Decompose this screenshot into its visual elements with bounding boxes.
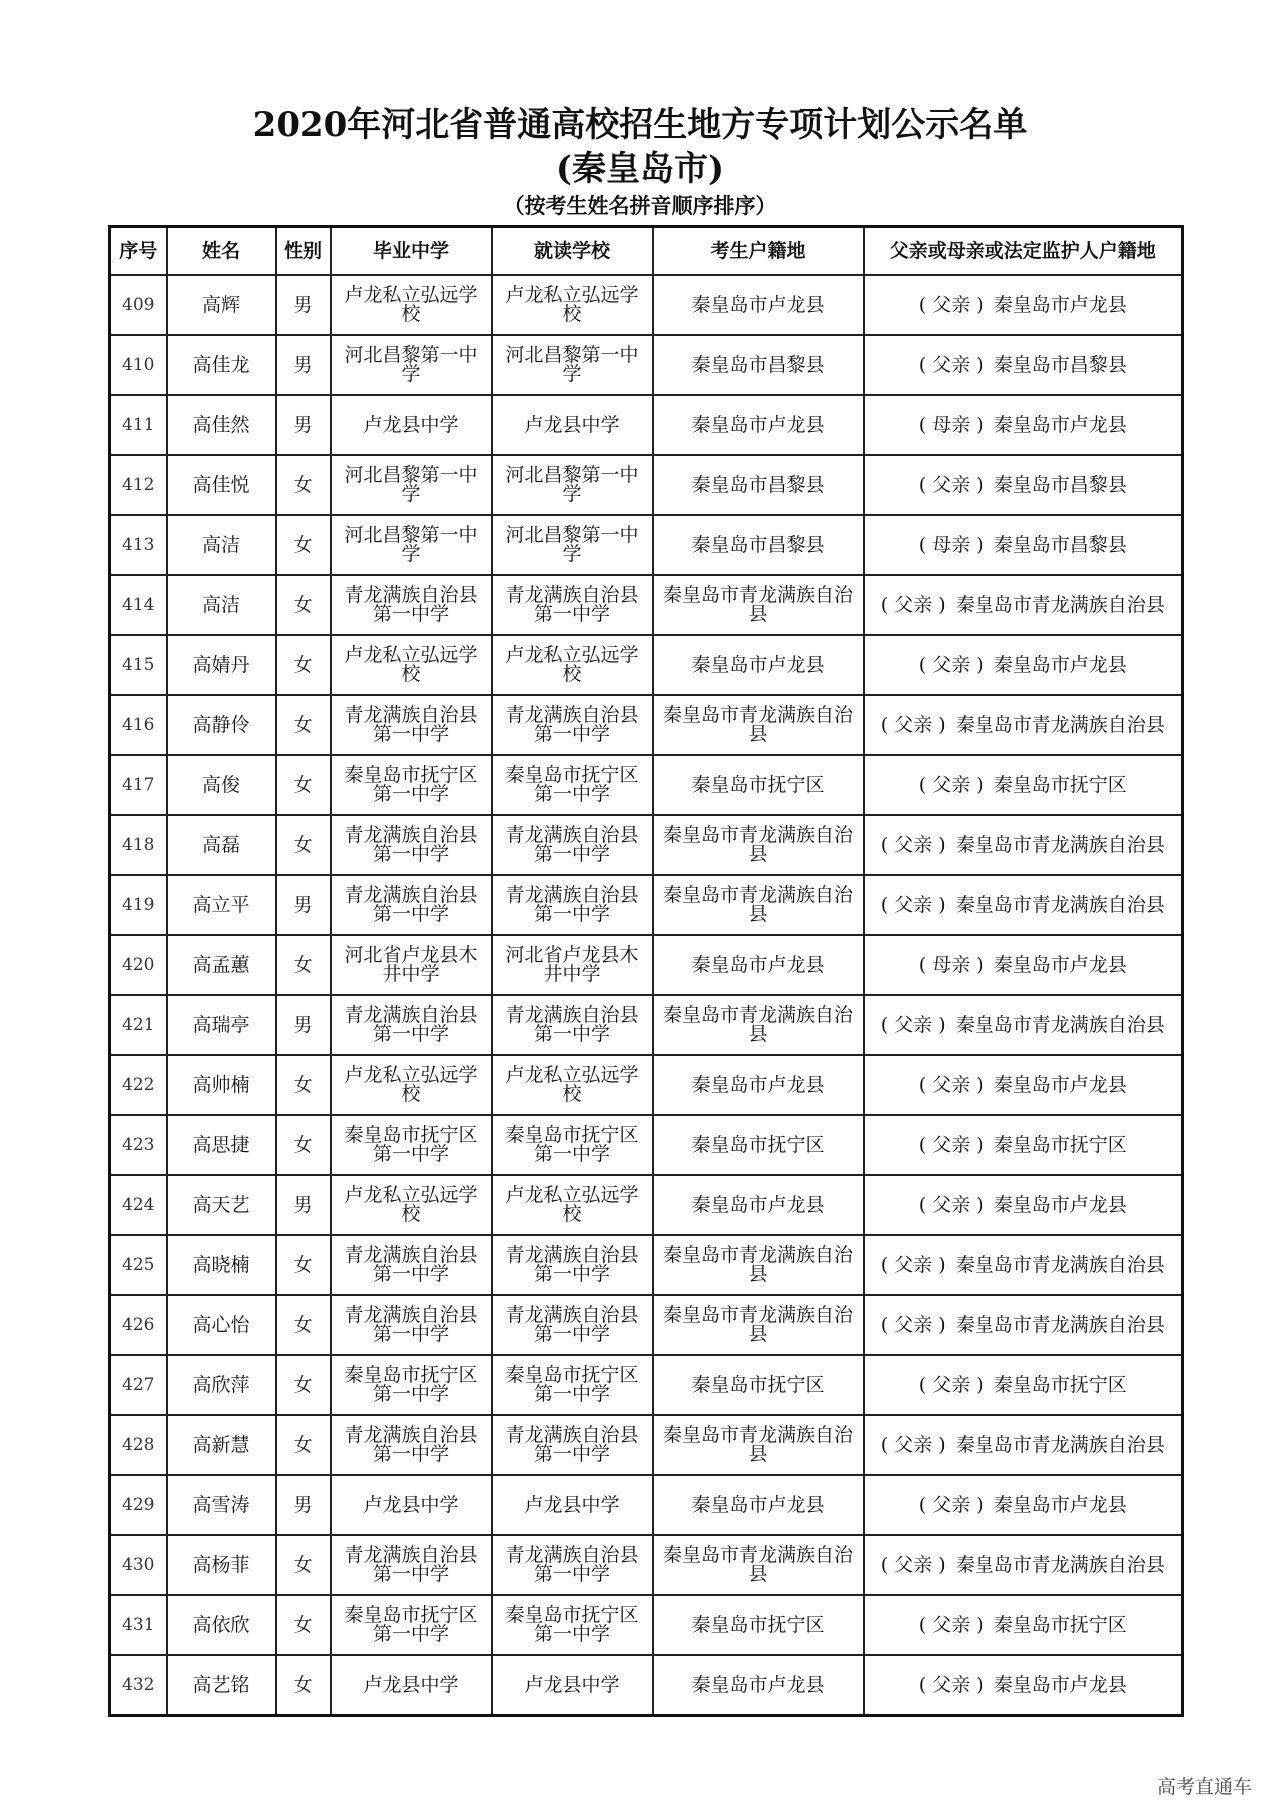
cell-guardian-residence — [864, 1655, 1183, 1716]
cell-graduation-school: 卢龙县中学 — [331, 1475, 492, 1535]
cell-no: 418 — [110, 815, 167, 875]
guardian-relation: ( 母亲 ) — [918, 533, 984, 556]
table-row — [110, 1595, 1183, 1655]
cell-current-school: 卢龙县中学 — [492, 1475, 653, 1535]
cell-guardian-residence — [864, 755, 1183, 815]
header-name: 姓名 — [167, 227, 276, 276]
table-row — [110, 635, 1183, 695]
guardian-residence: 秦皇岛市卢龙县 — [993, 1673, 1127, 1696]
cell-student-residence: 秦皇岛市卢龙县 — [653, 1175, 864, 1235]
table-row — [110, 815, 1183, 875]
cell-current-school: 秦皇岛市抚宁区第一中学 — [492, 1595, 653, 1655]
guardian-residence: 秦皇岛市抚宁区 — [993, 1373, 1127, 1396]
guardian-relation: ( 父亲 ) — [880, 1313, 946, 1336]
cell-student-residence: 秦皇岛市卢龙县 — [653, 635, 864, 695]
cell-sex: 女 — [276, 1415, 331, 1475]
cell-current-school: 卢龙县中学 — [492, 395, 653, 455]
cell-graduation-school: 青龙满族自治县第一中学 — [331, 695, 492, 755]
cell-name: 高静伶 — [167, 695, 276, 755]
guardian-relation: ( 父亲 ) — [880, 1013, 946, 1036]
cell-name: 高辉 — [167, 275, 276, 335]
cell-current-school: 河北昌黎第一中学 — [492, 515, 653, 575]
cell-no: 413 — [110, 515, 167, 575]
cell-no: 424 — [110, 1175, 167, 1235]
table-row — [110, 695, 1183, 755]
guardian-residence: 秦皇岛市抚宁区 — [993, 1613, 1127, 1636]
guardian-residence: 秦皇岛市抚宁区 — [993, 773, 1127, 796]
cell-student-residence: 秦皇岛市抚宁区 — [653, 1115, 864, 1175]
guardian-relation: ( 父亲 ) — [918, 1193, 984, 1216]
cell-guardian-residence — [864, 875, 1183, 935]
cell-student-residence: 秦皇岛市青龙满族自治县 — [653, 995, 864, 1055]
table-row — [110, 995, 1183, 1055]
cell-name: 高新慧 — [167, 1415, 276, 1475]
guardian-relation: ( 父亲 ) — [918, 353, 984, 376]
guardian-relation: ( 父亲 ) — [880, 1553, 946, 1576]
cell-guardian-residence — [864, 1235, 1183, 1295]
cell-guardian-residence — [864, 635, 1183, 695]
cell-name: 高晓楠 — [167, 1235, 276, 1295]
cell-current-school: 秦皇岛市抚宁区第一中学 — [492, 1115, 653, 1175]
cell-student-residence: 秦皇岛市青龙满族自治县 — [653, 695, 864, 755]
header-no: 序号 — [110, 227, 167, 276]
cell-sex: 女 — [276, 1055, 331, 1115]
cell-guardian-residence — [864, 395, 1183, 455]
cell-graduation-school: 秦皇岛市抚宁区第一中学 — [331, 1355, 492, 1415]
cell-name: 高磊 — [167, 815, 276, 875]
table-row — [110, 1415, 1183, 1475]
guardian-relation: ( 父亲 ) — [880, 893, 946, 916]
cell-no: 431 — [110, 1595, 167, 1655]
cell-sex: 男 — [276, 275, 331, 335]
cell-graduation-school: 青龙满族自治县第一中学 — [331, 1415, 492, 1475]
cell-guardian-residence — [864, 815, 1183, 875]
cell-graduation-school: 卢龙私立弘远学校 — [331, 635, 492, 695]
table-row — [110, 455, 1183, 515]
cell-current-school: 青龙满族自治县第一中学 — [492, 1235, 653, 1295]
cell-sex: 男 — [276, 335, 331, 395]
cell-sex: 女 — [276, 515, 331, 575]
watermark: 高考直通车 — [1156, 1776, 1252, 1798]
cell-sex: 女 — [276, 1355, 331, 1415]
cell-student-residence: 秦皇岛市抚宁区 — [653, 755, 864, 815]
cell-current-school: 青龙满族自治县第一中学 — [492, 695, 653, 755]
cell-current-school: 卢龙私立弘远学校 — [492, 275, 653, 335]
cell-guardian-residence — [864, 335, 1183, 395]
cell-student-residence: 秦皇岛市青龙满族自治县 — [653, 1235, 864, 1295]
cell-no: 425 — [110, 1235, 167, 1295]
cell-name: 高欣萍 — [167, 1355, 276, 1415]
cell-current-school: 卢龙私立弘远学校 — [492, 1055, 653, 1115]
cell-student-residence: 秦皇岛市昌黎县 — [653, 515, 864, 575]
cell-current-school: 河北省卢龙县木井中学 — [492, 935, 653, 995]
cell-student-residence: 秦皇岛市青龙满族自治县 — [653, 575, 864, 635]
guardian-relation: ( 父亲 ) — [880, 833, 946, 856]
cell-name: 高俊 — [167, 755, 276, 815]
cell-graduation-school: 河北昌黎第一中学 — [331, 335, 492, 395]
cell-graduation-school: 卢龙私立弘远学校 — [331, 1055, 492, 1115]
cell-guardian-residence — [864, 275, 1183, 335]
guardian-relation: ( 父亲 ) — [880, 1433, 946, 1456]
cell-name: 高天艺 — [167, 1175, 276, 1235]
table-row — [110, 1055, 1183, 1115]
cell-sex: 女 — [276, 635, 331, 695]
cell-sex: 男 — [276, 1475, 331, 1535]
document-title: 2020年河北省普通高校招生地方专项计划公示名单 — [252, 105, 1028, 145]
table-header-row — [110, 227, 1183, 276]
cell-name: 高帅楠 — [167, 1055, 276, 1115]
cell-sex: 女 — [276, 1535, 331, 1595]
guardian-residence: 秦皇岛市青龙满族自治县 — [955, 1433, 1165, 1456]
cell-current-school: 河北昌黎第一中学 — [492, 335, 653, 395]
cell-guardian-residence — [864, 935, 1183, 995]
cell-guardian-residence — [864, 1415, 1183, 1475]
cell-student-residence: 秦皇岛市卢龙县 — [653, 1055, 864, 1115]
table-row — [110, 935, 1183, 995]
cell-current-school: 青龙满族自治县第一中学 — [492, 995, 653, 1055]
cell-graduation-school: 卢龙私立弘远学校 — [331, 275, 492, 335]
cell-no: 422 — [110, 1055, 167, 1115]
cell-no: 416 — [110, 695, 167, 755]
cell-current-school: 青龙满族自治县第一中学 — [492, 1415, 653, 1475]
table-row — [110, 335, 1183, 395]
cell-no: 428 — [110, 1415, 167, 1475]
cell-no: 423 — [110, 1115, 167, 1175]
cell-name: 高婧丹 — [167, 635, 276, 695]
guardian-residence: 秦皇岛市抚宁区 — [993, 1133, 1127, 1156]
guardian-relation: ( 父亲 ) — [918, 1673, 984, 1696]
cell-name: 高立平 — [167, 875, 276, 935]
cell-current-school: 青龙满族自治县第一中学 — [492, 1535, 653, 1595]
cell-sex: 女 — [276, 815, 331, 875]
cell-sex: 男 — [276, 1175, 331, 1235]
cell-graduation-school: 卢龙县中学 — [331, 395, 492, 455]
cell-graduation-school: 青龙满族自治县第一中学 — [331, 995, 492, 1055]
cell-no: 427 — [110, 1355, 167, 1415]
cell-no: 432 — [110, 1655, 167, 1716]
cell-no: 410 — [110, 335, 167, 395]
cell-student-residence: 秦皇岛市卢龙县 — [653, 1655, 864, 1716]
guardian-residence: 秦皇岛市青龙满族自治县 — [955, 1013, 1165, 1036]
cell-guardian-residence — [864, 1115, 1183, 1175]
guardian-relation: ( 父亲 ) — [918, 1493, 984, 1516]
cell-student-residence: 秦皇岛市卢龙县 — [653, 935, 864, 995]
cell-no: 409 — [110, 275, 167, 335]
cell-name: 高艺铭 — [167, 1655, 276, 1716]
table-row — [110, 1475, 1183, 1535]
cell-current-school: 河北昌黎第一中学 — [492, 455, 653, 515]
cell-name: 高佳悦 — [167, 455, 276, 515]
cell-name: 高心怡 — [167, 1295, 276, 1355]
cell-student-residence: 秦皇岛市卢龙县 — [653, 395, 864, 455]
cell-sex: 男 — [276, 875, 331, 935]
cell-student-residence: 秦皇岛市青龙满族自治县 — [653, 1295, 864, 1355]
guardian-residence: 秦皇岛市青龙满族自治县 — [955, 833, 1165, 856]
guardian-residence: 秦皇岛市青龙满族自治县 — [955, 1313, 1165, 1336]
cell-guardian-residence — [864, 695, 1183, 755]
document-subtitle: (秦皇岛市) — [555, 149, 725, 189]
guardian-residence: 秦皇岛市青龙满族自治县 — [955, 713, 1165, 736]
cell-graduation-school: 河北省卢龙县木井中学 — [331, 935, 492, 995]
cell-current-school: 青龙满族自治县第一中学 — [492, 815, 653, 875]
cell-sex: 女 — [276, 455, 331, 515]
guardian-relation: ( 父亲 ) — [918, 293, 984, 316]
table-row — [110, 755, 1183, 815]
table-row — [110, 395, 1183, 455]
cell-name: 高杨菲 — [167, 1535, 276, 1595]
cell-no: 415 — [110, 635, 167, 695]
cell-sex: 女 — [276, 1235, 331, 1295]
cell-student-residence: 秦皇岛市青龙满族自治县 — [653, 815, 864, 875]
cell-current-school: 卢龙私立弘远学校 — [492, 635, 653, 695]
cell-student-residence: 秦皇岛市昌黎县 — [653, 455, 864, 515]
guardian-relation: ( 父亲 ) — [880, 1253, 946, 1276]
cell-current-school: 青龙满族自治县第一中学 — [492, 1295, 653, 1355]
guardian-residence: 秦皇岛市青龙满族自治县 — [955, 893, 1165, 916]
cell-name: 高思捷 — [167, 1115, 276, 1175]
table-row — [110, 1115, 1183, 1175]
guardian-relation: ( 父亲 ) — [918, 773, 984, 796]
cell-current-school: 秦皇岛市抚宁区第一中学 — [492, 1355, 653, 1415]
cell-graduation-school: 青龙满族自治县第一中学 — [331, 1295, 492, 1355]
cell-guardian-residence — [864, 1175, 1183, 1235]
cell-guardian-residence — [864, 1355, 1183, 1415]
guardian-residence: 秦皇岛市卢龙县 — [993, 1193, 1127, 1216]
cell-graduation-school: 青龙满族自治县第一中学 — [331, 1535, 492, 1595]
cell-student-residence: 秦皇岛市昌黎县 — [653, 335, 864, 395]
header-sex: 性别 — [276, 227, 331, 276]
header-guardian-residence: 父亲或母亲或法定监护人户籍地 — [864, 227, 1183, 276]
cell-student-residence: 秦皇岛市抚宁区 — [653, 1595, 864, 1655]
cell-no: 412 — [110, 455, 167, 515]
header-current-school: 就读学校 — [492, 227, 653, 276]
table-row — [110, 1535, 1183, 1595]
cell-guardian-residence — [864, 1295, 1183, 1355]
guardian-relation: ( 父亲 ) — [918, 653, 984, 676]
table-row — [110, 575, 1183, 635]
cell-guardian-residence — [864, 1595, 1183, 1655]
cell-name: 高依欣 — [167, 1595, 276, 1655]
cell-graduation-school: 河北昌黎第一中学 — [331, 455, 492, 515]
cell-sex: 女 — [276, 935, 331, 995]
cell-guardian-residence — [864, 515, 1183, 575]
cell-sex: 男 — [276, 395, 331, 455]
guardian-residence: 秦皇岛市卢龙县 — [993, 653, 1127, 676]
cell-name: 高佳龙 — [167, 335, 276, 395]
cell-sex: 女 — [276, 695, 331, 755]
cell-name: 高洁 — [167, 575, 276, 635]
guardian-relation: ( 父亲 ) — [918, 1133, 984, 1156]
cell-name: 高瑞亭 — [167, 995, 276, 1055]
cell-current-school: 青龙满族自治县第一中学 — [492, 575, 653, 635]
guardian-residence: 秦皇岛市卢龙县 — [993, 953, 1127, 976]
table-row — [110, 1175, 1183, 1235]
guardian-relation: ( 父亲 ) — [918, 1613, 984, 1636]
cell-graduation-school: 青龙满族自治县第一中学 — [331, 815, 492, 875]
cell-no: 414 — [110, 575, 167, 635]
cell-sex: 女 — [276, 1295, 331, 1355]
cell-student-residence: 秦皇岛市青龙满族自治县 — [653, 1415, 864, 1475]
sort-note: （按考生姓名拼音顺序排序） — [503, 193, 777, 218]
guardian-residence: 秦皇岛市卢龙县 — [993, 293, 1127, 316]
guardian-residence: 秦皇岛市卢龙县 — [993, 413, 1127, 436]
cell-graduation-school: 卢龙县中学 — [331, 1655, 492, 1716]
cell-student-residence: 秦皇岛市抚宁区 — [653, 1355, 864, 1415]
cell-name: 高洁 — [167, 515, 276, 575]
cell-sex: 女 — [276, 1655, 331, 1716]
cell-guardian-residence — [864, 575, 1183, 635]
header-student-residence: 考生户籍地 — [653, 227, 864, 276]
cell-graduation-school: 青龙满族自治县第一中学 — [331, 575, 492, 635]
guardian-relation: ( 母亲 ) — [918, 413, 984, 436]
cell-student-residence: 秦皇岛市卢龙县 — [653, 275, 864, 335]
cell-current-school: 卢龙私立弘远学校 — [492, 1175, 653, 1235]
cell-graduation-school: 青龙满族自治县第一中学 — [331, 875, 492, 935]
guardian-residence: 秦皇岛市青龙满族自治县 — [955, 1253, 1165, 1276]
guardian-residence: 秦皇岛市卢龙县 — [993, 1073, 1127, 1096]
guardian-relation: ( 父亲 ) — [880, 713, 946, 736]
guardian-residence: 秦皇岛市昌黎县 — [993, 353, 1127, 376]
cell-guardian-residence — [864, 995, 1183, 1055]
cell-guardian-residence — [864, 1475, 1183, 1535]
guardian-residence: 秦皇岛市昌黎县 — [993, 533, 1127, 556]
cell-graduation-school: 秦皇岛市抚宁区第一中学 — [331, 1595, 492, 1655]
cell-sex: 女 — [276, 755, 331, 815]
cell-no: 419 — [110, 875, 167, 935]
table-body — [110, 275, 1183, 1716]
guardian-relation: ( 父亲 ) — [918, 473, 984, 496]
cell-no: 421 — [110, 995, 167, 1055]
guardian-relation: ( 父亲 ) — [918, 1373, 984, 1396]
cell-no: 420 — [110, 935, 167, 995]
cell-sex: 女 — [276, 1115, 331, 1175]
cell-name: 高佳然 — [167, 395, 276, 455]
cell-no: 429 — [110, 1475, 167, 1535]
header-graduation-school: 毕业中学 — [331, 227, 492, 276]
cell-current-school: 秦皇岛市抚宁区第一中学 — [492, 755, 653, 815]
cell-sex: 女 — [276, 575, 331, 635]
cell-sex: 男 — [276, 995, 331, 1055]
guardian-residence: 秦皇岛市卢龙县 — [993, 1493, 1127, 1516]
cell-guardian-residence — [864, 1535, 1183, 1595]
table-row — [110, 1655, 1183, 1716]
table-row — [110, 275, 1183, 335]
cell-current-school: 卢龙县中学 — [492, 1655, 653, 1716]
guardian-relation: ( 父亲 ) — [880, 593, 946, 616]
cell-no: 411 — [110, 395, 167, 455]
cell-guardian-residence — [864, 455, 1183, 515]
guardian-relation: ( 父亲 ) — [918, 1073, 984, 1096]
cell-graduation-school: 河北昌黎第一中学 — [331, 515, 492, 575]
table-row — [110, 1355, 1183, 1415]
cell-graduation-school: 青龙满族自治县第一中学 — [331, 1235, 492, 1295]
cell-no: 430 — [110, 1535, 167, 1595]
cell-student-residence: 秦皇岛市卢龙县 — [653, 1475, 864, 1535]
cell-name: 高雪涛 — [167, 1475, 276, 1535]
guardian-residence: 秦皇岛市昌黎县 — [993, 473, 1127, 496]
cell-graduation-school: 秦皇岛市抚宁区第一中学 — [331, 1115, 492, 1175]
guardian-relation: ( 母亲 ) — [918, 953, 984, 976]
cell-name: 高孟蕙 — [167, 935, 276, 995]
guardian-residence: 秦皇岛市青龙满族自治县 — [955, 1553, 1165, 1576]
table-row — [110, 1295, 1183, 1355]
cell-student-residence: 秦皇岛市青龙满族自治县 — [653, 1535, 864, 1595]
table-row — [110, 515, 1183, 575]
table-row — [110, 1235, 1183, 1295]
table-row — [110, 875, 1183, 935]
cell-no: 417 — [110, 755, 167, 815]
guardian-residence: 秦皇岛市青龙满族自治县 — [955, 593, 1165, 616]
cell-graduation-school: 秦皇岛市抚宁区第一中学 — [331, 755, 492, 815]
cell-graduation-school: 卢龙私立弘远学校 — [331, 1175, 492, 1235]
cell-guardian-residence — [864, 1055, 1183, 1115]
cell-sex: 女 — [276, 1595, 331, 1655]
cell-no: 426 — [110, 1295, 167, 1355]
cell-current-school: 青龙满族自治县第一中学 — [492, 875, 653, 935]
roster-table — [108, 225, 1184, 1717]
cell-student-residence: 秦皇岛市青龙满族自治县 — [653, 875, 864, 935]
